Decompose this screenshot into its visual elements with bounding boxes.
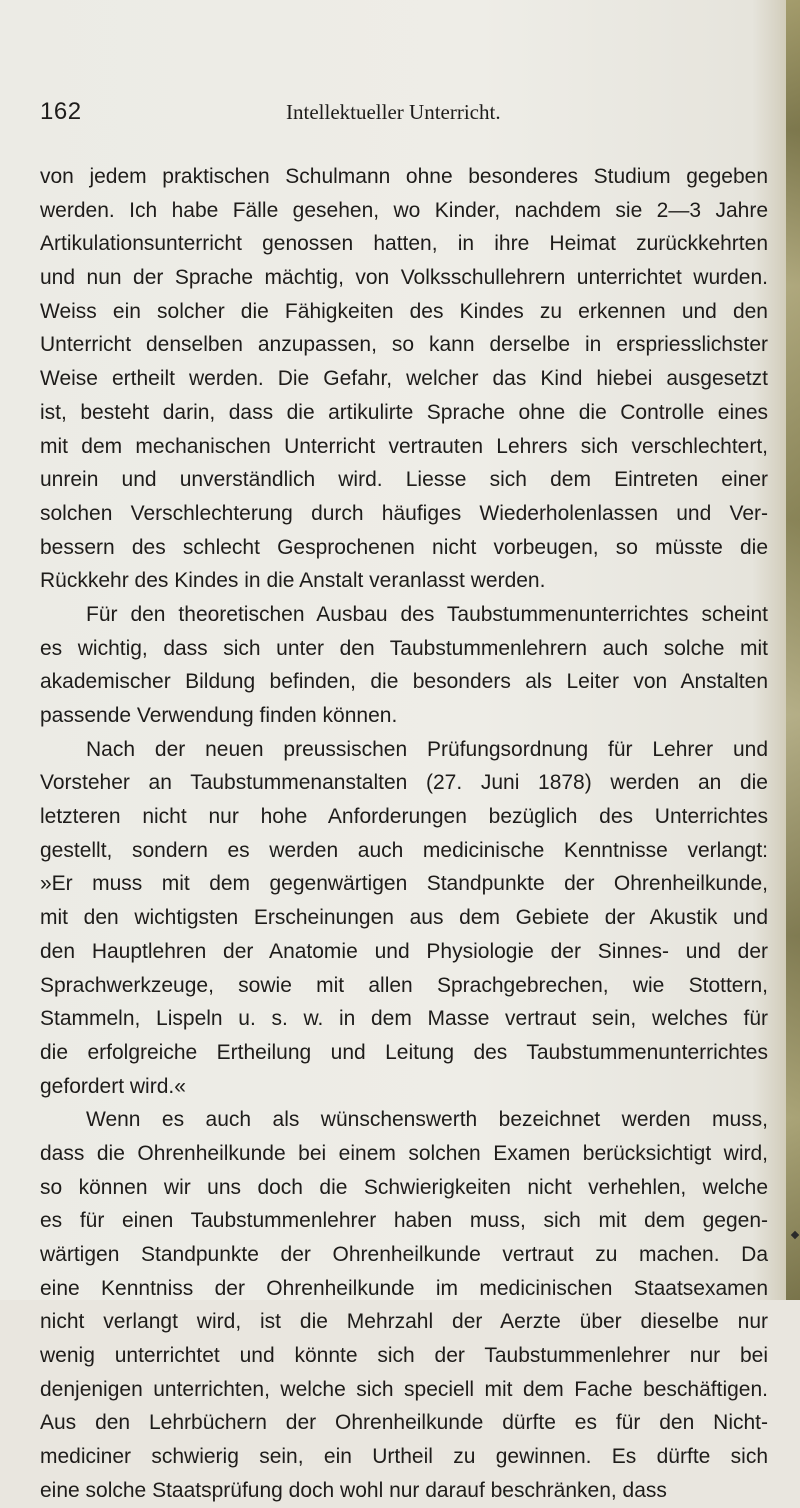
text-line: eine solche Staatsprüfung doch wohl nur darauf beschränken, dass [40, 1478, 667, 1502]
text-line: Vorsteher an Taubstummenanstalten (27. Juni 1878) werden an die [40, 771, 768, 795]
text-line: Unterricht denselben anzupassen, so kann derselbe in erspriesslichster [40, 333, 768, 357]
text-line: Rückkehr des Kindes in die Anstalt veranlasst werden. [40, 569, 546, 593]
text-line: wärtigen Standpunkte der Ohrenheilkunde vertraut zu machen. Da [40, 1243, 768, 1266]
text-line: den Hauptlehren der Anatomie und Physiologie der Sinnes- und der [40, 939, 768, 963]
text-line: Nach der neuen preussischen Prüfungsordnung für Lehrer und [86, 737, 768, 761]
text-line: die erfolgreiche Ertheilung und Leitung des Taubstummenunterrichtes [40, 1040, 768, 1064]
text-line: so können wir uns doch die Schwierigkeiten nicht verhehlen, welche [40, 1175, 768, 1199]
text-line: es für einen Taubstummenlehrer haben muss, sich mit dem gegen- [40, 1209, 768, 1233]
text-line: Aus den Lehrbüchern der Ohrenheilkunde dürfte es für den Nicht- [40, 1411, 768, 1435]
text-line: letzteren nicht nur hohe Anforderungen bezüglich des Unterrichtes [40, 805, 768, 829]
text-line: mediciner schwierig sein, ein Urtheil zu gewinnen. Es dürfte sich [40, 1445, 768, 1469]
text-line: gestellt, sondern es werden auch medicinische Kenntnisse verlangt: [40, 838, 768, 862]
body-text [40, 160, 768, 1508]
running-head: Intellektueller Unterricht. [286, 100, 501, 124]
page-header [40, 98, 760, 128]
text-line: es wichtig, dass sich unter den Taubstummenlehrern auch solche mit [40, 636, 768, 660]
text-line: passende Verwendung finden können. [40, 704, 398, 727]
text-line: nicht verlangt wird, ist die Mehrzahl der Aerzte über dieselbe nur [40, 1310, 768, 1334]
text-line: eine Kenntniss der Ohrenheilkunde im medicinischen Staatsexamen [40, 1276, 768, 1300]
text-line: wenig unterrichtet und könnte sich der Taubstummenlehrer nur bei [40, 1344, 768, 1368]
text-line: solchen Verschlechterung durch häufiges Wiederholenlassen und Ver- [40, 501, 768, 525]
text-line: und nun der Sprache mächtig, von Volksschullehrern unterrichtet wurden. [40, 266, 768, 290]
text-line: von jedem praktischen Schulmann ohne besonderes Studium gegeben [40, 165, 768, 188]
text-line: ist, besteht darin, dass die artikulirte Sprache ohne die Controlle eines [40, 400, 768, 424]
text-line: gefordert wird.« [40, 1074, 186, 1098]
page-number: 162 [40, 98, 82, 125]
text-line: Wenn es auch als wünschenswerth bezeichnet werden muss, [86, 1108, 768, 1132]
text-line: denjenigen unterrichten, welche sich speciell mit dem Fache beschäftigen. [40, 1377, 768, 1401]
text-line: Sprachwerkzeuge, sowie mit allen Sprachgebrechen, wie Stottern, [40, 973, 768, 997]
text-line: mit dem mechanischen Unterricht vertrauten Lehrers sich verschlechtert, [40, 434, 768, 458]
text-line: akademischer Bildung befinden, die besonders als Leiter von Anstalten [40, 670, 768, 694]
text-line: mit den wichtigsten Erscheinungen aus dem Gebiete der Akustik und [40, 906, 768, 930]
text-line: »Er muss mit dem gegenwärtigen Standpunkte der Ohrenheilkunde, [40, 872, 768, 896]
text-line: unrein und unverständlich wird. Liesse sich dem Eintreten einer [40, 468, 768, 492]
text-line: dass die Ohrenheilkunde bei einem solchen Examen berücksichtigt wird, [40, 1141, 768, 1165]
text-line: Für den theoretischen Ausbau des Taubstummenunterrichtes scheint [86, 602, 768, 626]
page-edge [786, 0, 800, 1300]
text-line: werden. Ich habe Fälle gesehen, wo Kinder, nachdem sie 2—3 Jahre [40, 198, 768, 222]
text-line: Artikulationsunterricht genossen hatten, in ihre Heimat zurückkehrten [40, 232, 768, 256]
text-line: Weise ertheilt werden. Die Gefahr, welcher das Kind hiebei ausgesetzt [40, 367, 768, 391]
text-line: Stammeln, Lispeln u. s. w. in dem Masse vertraut sein, welches für [40, 1007, 768, 1031]
text-line: Weiss ein solcher die Fähigkeiten des Kindes zu erkennen und den [40, 299, 768, 323]
text-line: bessern des schlecht Gesprochenen nicht vorbeugen, so müsste die [40, 535, 768, 559]
